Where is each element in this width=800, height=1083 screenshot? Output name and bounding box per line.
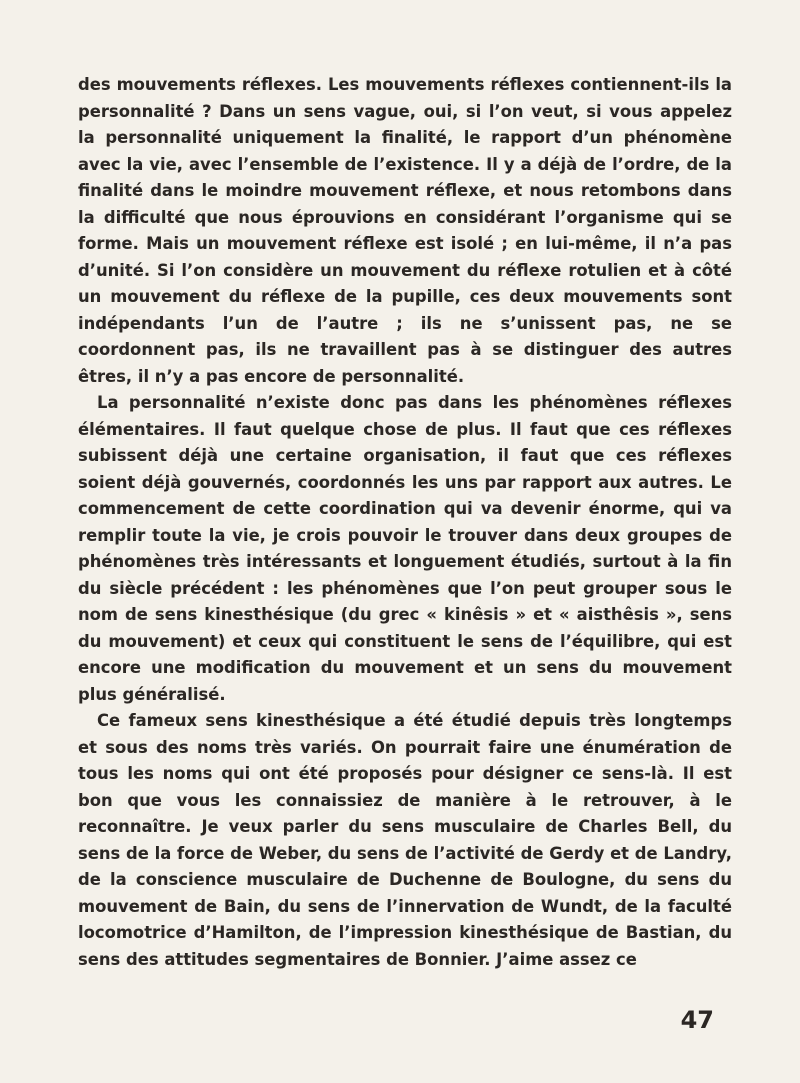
paragraph-2: La personnalité n’existe donc pas dans les phénomènes réflexes élémentaires. Il faut quelque chose de plus. Il faut que ces réflexes subissent déjà une certaine organisation, il faut que ces réflexes soient déjà gouvernés, coordonnés les uns par rapport aux autres. Le commencement de cette coordination qui va devenir énorme, qui va remplir toute la vie, je crois pouvoir le trouver dans deux groupes de phénomènes très intéressants et longuement étudiés, surtout à la fin du siècle précédent : les phénomènes que l’on peut grouper sous le nom de sens kinesthésique (du grec « kinêsis » et « aisthêsis », sens du mouvement) et ceux qui constituent le sens de l’équilibre, qui est encore une modification du mouvement et un sens du mouvement plus généralisé. [78,393,732,704]
page-number: 47 [680,1006,714,1034]
paragraph-1: des mouvements réflexes. Les mouvements réflexes contiennent-ils la personnalité ? Dans un sens vague, oui, si l’on veut, si vous appelez la personnalité uniquement la finalité, le rapport d’un phénomène avec la vie, avec l’ensemble de l’existence. Il y a déjà de l’ordre, de la finalité dans le moindre mouvement réflexe, et nous retombons dans la difficulté que nous éprouvions en considérant l’organisme qui se forme. Mais un mouvement réflexe est isolé ; en lui-même, il n’a pas d’unité. Si l’on considère un mouvement du réflexe rotulien et à côté un mouvement du réflexe de la pupille, ces deux mouvements sont indépendants l’un de l’autre ; ils ne s’unissent pas, ne se coordonnent pas, ils ne travaillent pas à se distinguer des autres êtres, il n’y a pas encore de personnalité. [78,75,732,386]
body-text [78,72,732,973]
paragraph-3: Ce fameux sens kinesthésique a été étudié depuis très longtemps et sous des noms très variés. On pourrait faire une énumération de tous les noms qui ont été proposés pour désigner ce sens-là. Il est bon que vous les connaissiez de manière à le retrouver, à le reconnaître. Je veux parler du sens musculaire de Charles Bell, du sens de la force de Weber, du sens de l’activité de Gerdy et de Landry, de la conscience musculaire de Duchenne de Boulogne, du sens du mouvement de Bain, du sens de l’innervation de Wundt, de la faculté locomotrice d’Hamilton, de l’impression kinesthésique de Bastian, du sens des attitudes segmentaires de Bonnier. J’aime assez ce [78,711,732,969]
